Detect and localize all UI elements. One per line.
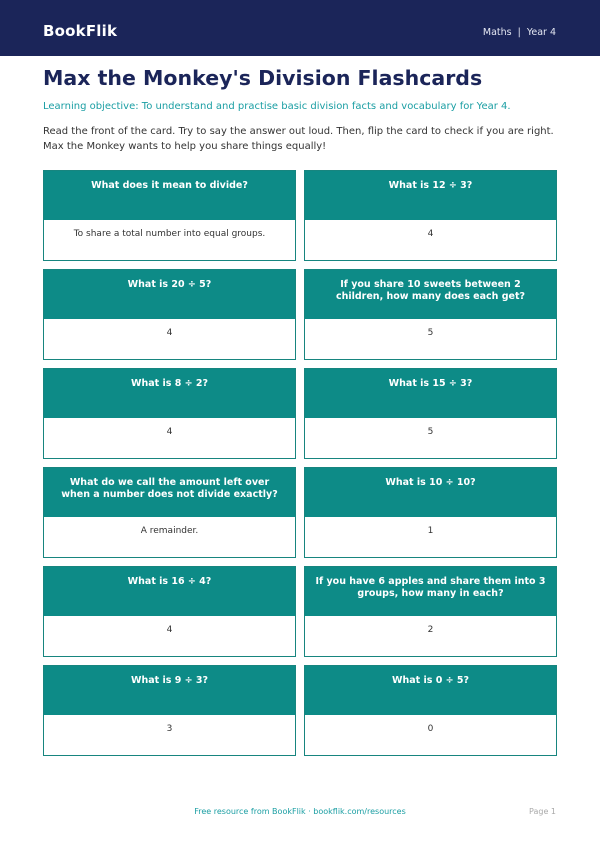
card-question: What is 16 ÷ 4?	[44, 567, 295, 616]
learning-objective: Learning objective: To understand and practise basic division facts and vocabulary for Year 4.	[43, 101, 511, 112]
card-answer: 5	[305, 418, 556, 458]
card-answer: 4	[44, 616, 295, 656]
card-question: If you share 10 sweets between 2 children, how many does each get?	[305, 270, 556, 319]
flashcard[interactable]	[304, 566, 557, 657]
card-question: What is 10 ÷ 10?	[305, 468, 556, 517]
card-question: What is 20 ÷ 5?	[44, 270, 295, 319]
card-answer: 4	[44, 319, 295, 359]
flashcard[interactable]	[43, 269, 296, 360]
card-answer: 0	[305, 715, 556, 755]
card-answer: To share a total number into equal groups.	[44, 220, 295, 260]
page-number: Page 1	[529, 807, 556, 816]
flashcard[interactable]	[43, 665, 296, 756]
intro-text: Read the front of the card. Try to say the answer out loud. Then, flip the card to check if you are right. Max the Monkey wants to help you share things equally!	[43, 126, 554, 152]
card-answer: A remainder.	[44, 517, 295, 557]
card-answer: 4	[44, 418, 295, 458]
card-question: If you have 6 apples and share them into 3 groups, how many in each?	[305, 567, 556, 616]
subject-label: Maths	[482, 27, 512, 38]
subject-year-label	[483, 27, 556, 38]
card-question: What is 8 ÷ 2?	[44, 369, 295, 418]
page-title: Max the Monkey's Division Flashcards	[43, 66, 483, 90]
year-label: Year 4	[526, 27, 556, 38]
flashcard[interactable]	[43, 467, 296, 558]
card-answer: 5	[305, 319, 556, 359]
card-question: What is 15 ÷ 3?	[305, 369, 556, 418]
separator: |	[517, 27, 521, 38]
card-question: What is 0 ÷ 5?	[305, 666, 556, 715]
flashcard[interactable]	[43, 170, 296, 261]
footer-credit[interactable]: Free resource from BookFlik · bookflik.com/resources	[194, 807, 406, 816]
card-answer: 2	[305, 616, 556, 656]
card-question: What is 9 ÷ 3?	[44, 666, 295, 715]
top-bar	[0, 0, 600, 56]
flashcard[interactable]	[304, 467, 557, 558]
card-question: What do we call the amount left over when a number does not divide exactly?	[44, 468, 295, 517]
flashcard[interactable]	[304, 170, 557, 261]
card-answer: 1	[305, 517, 556, 557]
flashcard[interactable]	[43, 368, 296, 459]
card-question: What does it mean to divide?	[44, 171, 295, 220]
flashcard[interactable]	[304, 269, 557, 360]
flashcard[interactable]	[304, 368, 557, 459]
brand-logo[interactable]: BookFlik	[43, 22, 118, 40]
card-question: What is 12 ÷ 3?	[305, 171, 556, 220]
flashcard[interactable]	[304, 665, 557, 756]
card-answer: 3	[44, 715, 295, 755]
card-answer: 4	[305, 220, 556, 260]
flashcard[interactable]	[43, 566, 296, 657]
flashcard-grid	[43, 170, 557, 756]
